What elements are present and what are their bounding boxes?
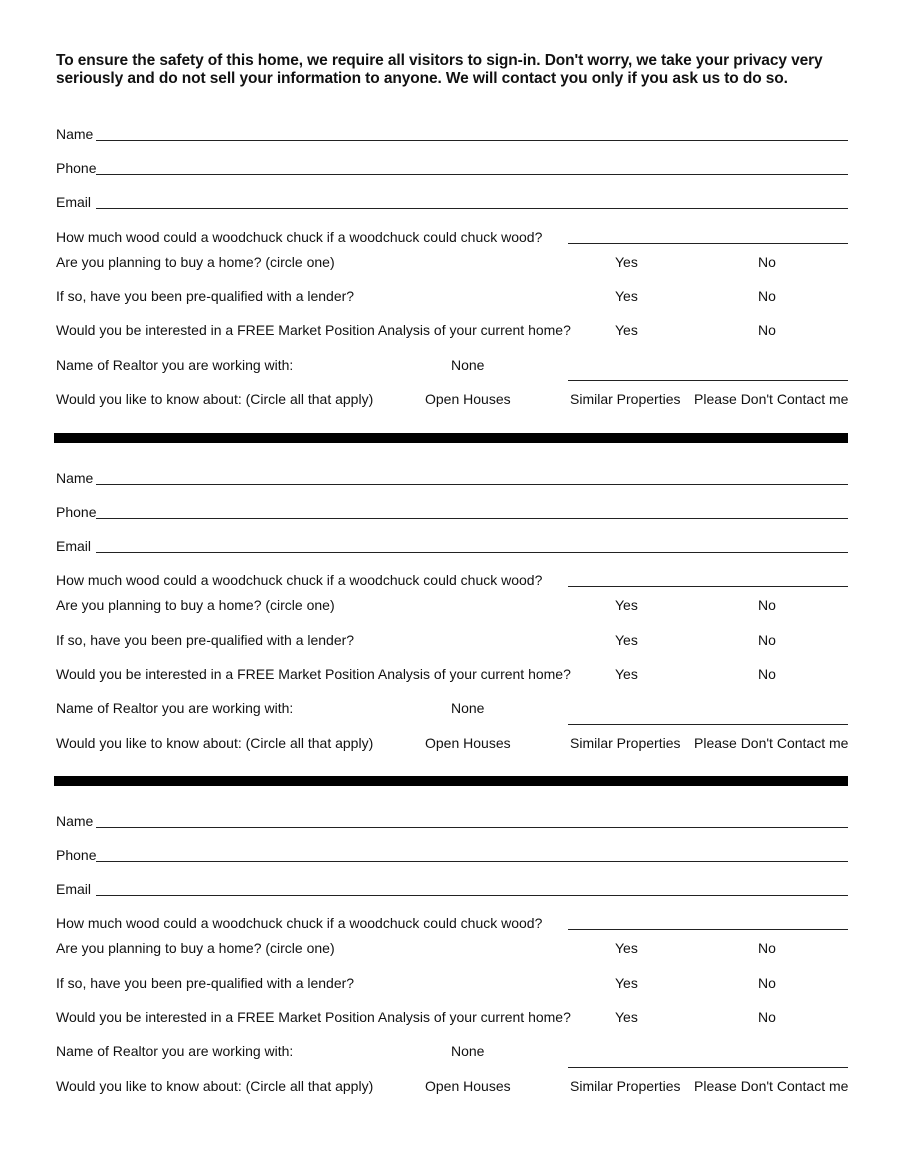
email-label: Email <box>56 538 92 554</box>
email-field[interactable] <box>96 895 848 896</box>
analysis-question: Would you be interested in a FREE Market Position Analysis of your current home? <box>56 1009 571 1025</box>
buy-no-option[interactable]: No <box>758 254 776 270</box>
prequal-yes-option[interactable]: Yes <box>615 288 638 304</box>
name-field[interactable] <box>96 827 848 828</box>
realtor-name-field[interactable] <box>568 1067 848 1068</box>
prequal-no-option[interactable]: No <box>758 288 776 304</box>
dont-contact-option[interactable]: Please Don't Contact me <box>694 735 849 751</box>
open-houses-option[interactable]: Open Houses <box>425 391 511 407</box>
buy-yes-option[interactable]: Yes <box>615 254 638 270</box>
buy-question: Are you planning to buy a home? (circle one) <box>56 597 335 613</box>
email-field[interactable] <box>96 552 848 553</box>
visitor-entry-1 <box>0 118 900 448</box>
dont-contact-option[interactable]: Please Don't Contact me <box>694 391 849 407</box>
woodchuck-question: How much wood could a woodchuck chuck if a woodchuck could chuck wood? <box>56 572 543 588</box>
analysis-yes-option[interactable]: Yes <box>615 322 638 338</box>
interest-question: Would you like to know about: (Circle all that apply) <box>56 735 374 751</box>
buy-question: Are you planning to buy a home? (circle one) <box>56 940 335 956</box>
realtor-none-option[interactable]: None <box>451 1043 485 1059</box>
realtor-none-option[interactable]: None <box>451 357 485 373</box>
buy-yes-option[interactable]: Yes <box>615 597 638 613</box>
email-label: Email <box>56 881 92 897</box>
analysis-yes-option[interactable]: Yes <box>615 666 638 682</box>
realtor-name-field[interactable] <box>568 724 848 725</box>
woodchuck-question: How much wood could a woodchuck chuck if a woodchuck could chuck wood? <box>56 915 543 931</box>
name-label: Name <box>56 813 94 829</box>
prequal-question: If so, have you been pre-qualified with a lender? <box>56 632 355 648</box>
buy-no-option[interactable]: No <box>758 940 776 956</box>
phone-field[interactable] <box>96 861 848 862</box>
name-label: Name <box>56 126 94 142</box>
woodchuck-question: How much wood could a woodchuck chuck if a woodchuck could chuck wood? <box>56 229 543 245</box>
realtor-question: Name of Realtor you are working with: <box>56 357 294 373</box>
woodchuck-answer-field[interactable] <box>568 929 848 930</box>
realtor-question: Name of Realtor you are working with: <box>56 1043 294 1059</box>
buy-yes-option[interactable]: Yes <box>615 940 638 956</box>
realtor-name-field[interactable] <box>568 380 848 381</box>
analysis-no-option[interactable]: No <box>758 666 776 682</box>
woodchuck-answer-field[interactable] <box>568 586 848 587</box>
similar-properties-option[interactable]: Similar Properties <box>570 391 681 407</box>
prequal-question: If so, have you been pre-qualified with a lender? <box>56 288 355 304</box>
phone-label: Phone <box>56 847 97 863</box>
open-houses-option[interactable]: Open Houses <box>425 735 511 751</box>
realtor-none-option[interactable]: None <box>451 700 485 716</box>
woodchuck-answer-field[interactable] <box>568 243 848 244</box>
section-divider <box>54 433 848 443</box>
phone-field[interactable] <box>96 518 848 519</box>
prequal-no-option[interactable]: No <box>758 975 776 991</box>
buy-question: Are you planning to buy a home? (circle one) <box>56 254 335 270</box>
realtor-question: Name of Realtor you are working with: <box>56 700 294 716</box>
analysis-yes-option[interactable]: Yes <box>615 1009 638 1025</box>
visitor-entry-3 <box>0 805 900 1135</box>
dont-contact-option[interactable]: Please Don't Contact me <box>694 1078 849 1094</box>
similar-properties-option[interactable]: Similar Properties <box>570 735 681 751</box>
name-field[interactable] <box>96 484 848 485</box>
prequal-question: If so, have you been pre-qualified with a lender? <box>56 975 355 991</box>
phone-field[interactable] <box>96 174 848 175</box>
email-field[interactable] <box>96 208 848 209</box>
prequal-no-option[interactable]: No <box>758 632 776 648</box>
prequal-yes-option[interactable]: Yes <box>615 975 638 991</box>
phone-label: Phone <box>56 504 97 520</box>
name-field[interactable] <box>96 140 848 141</box>
open-houses-option[interactable]: Open Houses <box>425 1078 511 1094</box>
buy-no-option[interactable]: No <box>758 597 776 613</box>
prequal-yes-option[interactable]: Yes <box>615 632 638 648</box>
intro-text: To ensure the safety of this home, we require all visitors to sign-in. Don't worry, we take your privacy very seriously and do not sell your information to anyone. We will contact you only if you ask us to do so. <box>56 52 823 87</box>
interest-question: Would you like to know about: (Circle all that apply) <box>56 391 374 407</box>
email-label: Email <box>56 194 92 210</box>
visitor-entry-2 <box>0 462 900 792</box>
name-label: Name <box>56 470 94 486</box>
similar-properties-option[interactable]: Similar Properties <box>570 1078 681 1094</box>
section-divider <box>54 776 848 786</box>
interest-question: Would you like to know about: (Circle all that apply) <box>56 1078 374 1094</box>
analysis-no-option[interactable]: No <box>758 1009 776 1025</box>
analysis-question: Would you be interested in a FREE Market Position Analysis of your current home? <box>56 322 571 338</box>
phone-label: Phone <box>56 160 97 176</box>
analysis-question: Would you be interested in a FREE Market Position Analysis of your current home? <box>56 666 571 682</box>
analysis-no-option[interactable]: No <box>758 322 776 338</box>
